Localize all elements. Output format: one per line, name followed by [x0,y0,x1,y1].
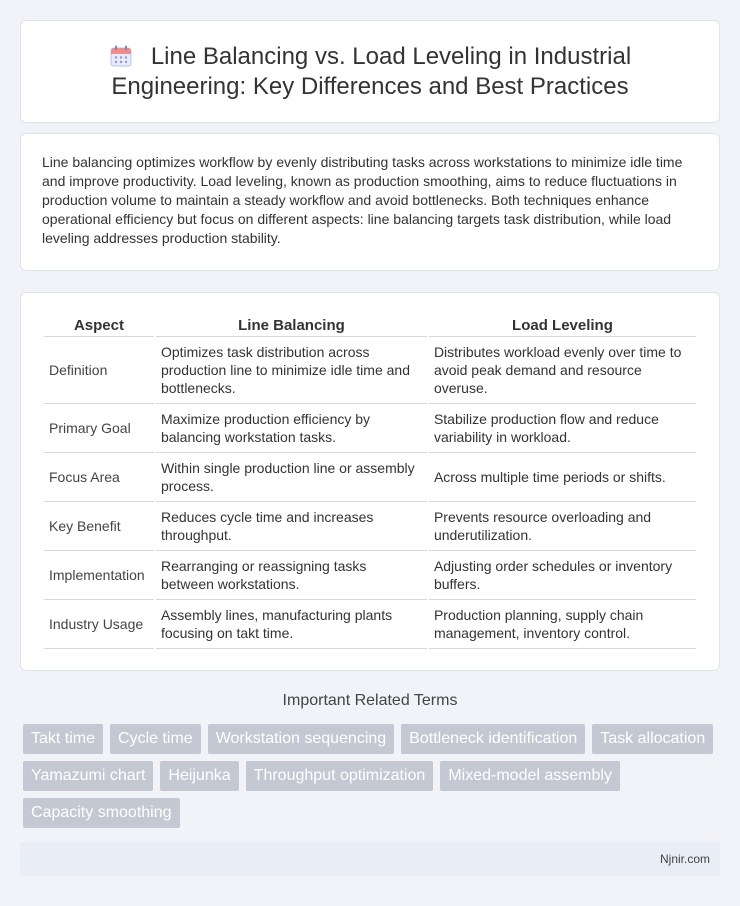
row-load-leveling: Across multiple time periods or shifts. [429,453,696,502]
footer [20,842,720,876]
table-row [44,600,696,649]
row-load-leveling: Prevents resource overloading and underutilization. [429,502,696,551]
header-load-leveling: Load Leveling [429,315,696,337]
related-terms-title: Important Related Terms [282,692,458,709]
row-aspect: Key Benefit [44,502,154,551]
row-aspect: Focus Area [44,453,154,502]
comparison-card [20,292,720,671]
header-line-balancing: Line Balancing [156,315,427,337]
row-aspect: Primary Goal [44,404,154,453]
row-line-balancing: Rearranging or reassigning tasks between workstations. [156,551,427,600]
calendar-icon [109,44,133,68]
footer-site-link[interactable]: Njnir.com [659,852,710,866]
intro-paragraph: Line balancing optimizes workflow by evenly distributing tasks across workstations to minimize idle time and improve productivity. Load leveling, known as production smoothing, aims to reduce fluctuations in production volume to maintain a steady workflow and avoid bottlenecks. Both techniques enhance operational efficiency but focus on different aspects: line balancing targets task distribution, while load leveling addresses production stability. [42,154,683,246]
row-load-leveling: Distributes workload evenly over time to avoid peak demand and resource overuse. [429,337,696,404]
table-header-row [44,315,696,337]
title-card [20,20,720,123]
table-row [44,453,696,502]
row-load-leveling: Adjusting order schedules or inventory buffers. [429,551,696,600]
page-title-text: Line Balancing vs. Load Leveling in Industrial Engineering: Key Differences and Best Practices [111,42,632,100]
row-aspect: Definition [44,337,154,404]
table-row [44,502,696,551]
row-line-balancing: Maximize production efficiency by balancing workstation tasks. [156,404,427,453]
table-row [44,337,696,404]
table-row [44,551,696,600]
table-row [44,404,696,453]
tag-workstation-sequencing[interactable]: Workstation sequencing [208,724,394,754]
tag-yamazumi-chart[interactable]: Yamazumi chart [23,761,153,791]
tag-heijunka[interactable]: Heijunka [160,761,238,791]
tag-throughput-optimization[interactable]: Throughput optimization [246,761,434,791]
row-load-leveling: Production planning, supply chain management, inventory control. [429,600,696,649]
tag-capacity-smoothing[interactable]: Capacity smoothing [23,798,180,828]
tag-takt-time[interactable]: Takt time [23,724,103,754]
tag-task-allocation[interactable]: Task allocation [592,724,713,754]
row-aspect: Implementation [44,551,154,600]
tag-bottleneck-identification[interactable]: Bottleneck identification [401,724,585,754]
comparison-table [42,315,698,649]
row-aspect: Industry Usage [44,600,154,649]
row-line-balancing: Within single production line or assembly process. [156,453,427,502]
row-load-leveling: Stabilize production flow and reduce variability in workload. [429,404,696,453]
row-line-balancing: Reduces cycle time and increases throughput. [156,502,427,551]
row-line-balancing: Assembly lines, manufacturing plants focusing on takt time. [156,600,427,649]
page-title [60,42,680,102]
header-aspect: Aspect [44,315,154,337]
tag-cycle-time[interactable]: Cycle time [110,724,201,754]
related-terms-list [23,724,723,835]
tag-mixed-model-assembly[interactable]: Mixed-model assembly [440,761,620,791]
row-line-balancing: Optimizes task distribution across production line to minimize idle time and bottlenecks. [156,337,427,404]
intro-card [20,133,720,271]
